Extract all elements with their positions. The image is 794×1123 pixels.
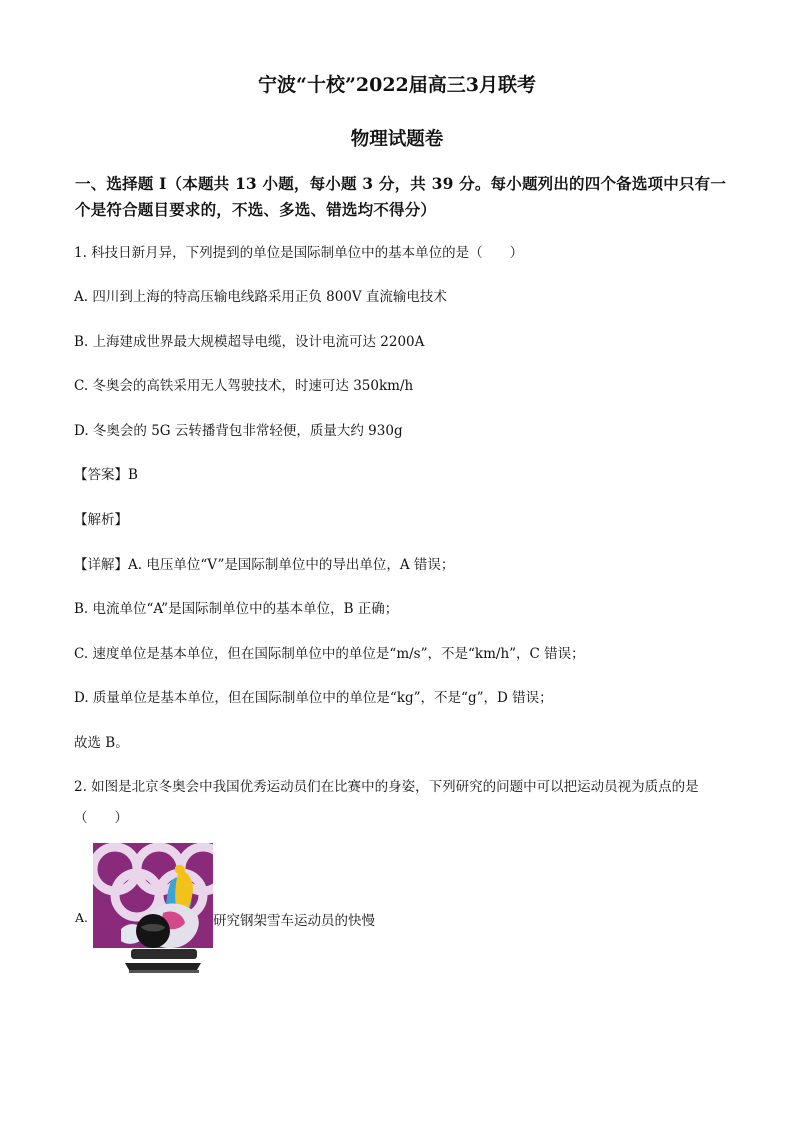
question-1-answer: 【答案】B: [74, 467, 138, 483]
page-subtitle: 物理试题卷: [350, 129, 444, 150]
skeleton-athlete-illustration: [93, 843, 213, 986]
question-1-stem: 1. 科技日新月异，下列提到的单位是国际制单位中的基本单位的是（ ）: [74, 245, 524, 261]
question-1-option-b: B. 上海建成世界最大规模超导电缆，设计电流可达 2200A: [74, 334, 425, 350]
question-1-analysis-label: 【解析】: [74, 512, 128, 528]
question-1-detail-c: C. 速度单位是基本单位，但在国际制单位中的单位是“m/s”，不是“km/h”，C 错误；: [74, 646, 585, 662]
question-1-detail-b: B. 电流单位“A”是国际制单位中的基本单位，B 正确；: [74, 601, 399, 617]
question-2-stem-paren: （ ）: [74, 810, 128, 826]
question-1-detail-a: 【详解】A. 电压单位“V”是国际制单位中的导出单位，A 错误；: [74, 557, 455, 573]
skeleton-athlete-photo: [93, 843, 213, 986]
question-2-stem: 2. 如图是北京冬奥会中我国优秀运动员们在比赛中的身姿，下列研究的问题中可以把运动员视为质点的是: [74, 779, 699, 795]
section-heading-line2: 个是符合题目要求的，不选、多选、错选均不得分）: [75, 200, 437, 219]
section-heading-line1: 一、选择题 I（本题共 13 小题，每小题 3 分，共 39 分。每小题列出的四个备选项中只有一: [75, 174, 727, 193]
question-2-option-a-label: A.: [75, 910, 89, 925]
page-title: 宁波“十校”2022届高三3月联考: [258, 74, 536, 96]
question-2-option-a-text: 研究钢架雪车运动员的快慢: [213, 913, 375, 929]
question-1-option-d: D. 冬奥会的 5G 云转播背包非常轻便，质量大约 930g: [74, 423, 403, 439]
question-1-option-c: C. 冬奥会的高铁采用无人驾驶技术，时速可达 350km/h: [74, 378, 414, 394]
question-1-conclusion: 故选 B。: [74, 735, 129, 751]
question-1-option-a: A. 四川到上海的特高压输电线路采用正负 800V 直流输电技术: [74, 289, 447, 305]
question-1-detail-d: D. 质量单位是基本单位，但在国际制单位中的单位是“kg”，不是“g”，D 错误；: [74, 690, 553, 706]
